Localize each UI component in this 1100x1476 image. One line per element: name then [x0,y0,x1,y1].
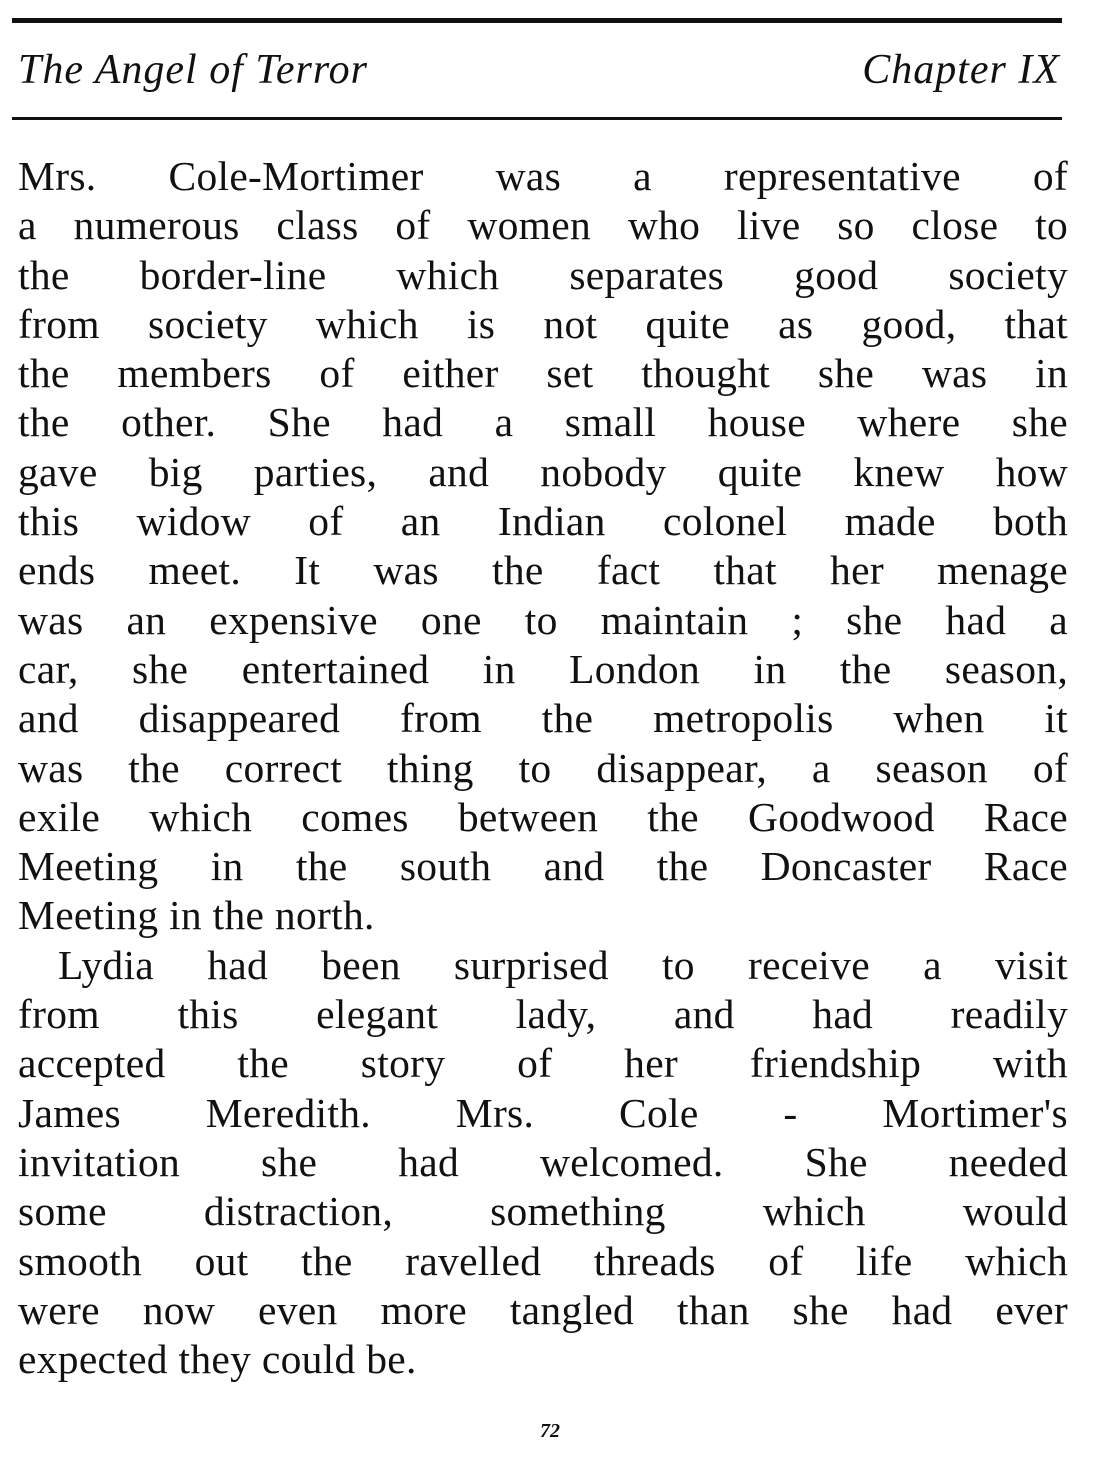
text-line: Lydia had been surprised to receive a visit [58,941,1068,988]
text-line: ends meet. It was the fact that her menage [18,547,1068,594]
running-head [18,40,1060,100]
text-line: expected they could be. [18,1336,417,1383]
text-line: some distraction, something which would [18,1188,1068,1235]
text-line: car, she entertained in London in the season, [18,645,1068,692]
text-line: a numerous class of women who live so close to [18,202,1068,249]
text-line: exile which comes between the Goodwood Race [18,793,1068,840]
text-line: was the correct thing to disappear, a season of [18,744,1068,791]
text-line: the border-line which separates good society [18,251,1068,298]
text-line: were now even more tangled than she had ever [18,1286,1068,1333]
text-line: from this elegant lady, and had readily [18,991,1068,1038]
header-bottom-rule [12,117,1062,120]
paragraph-1 [18,152,1068,941]
text-line: gave big parties, and nobody quite knew how [18,448,1068,495]
text-line: Meeting in the north. [18,892,375,939]
text-line: accepted the story of her friendship with [18,1040,1068,1087]
page-number: 72 [540,1420,560,1442]
text-line: and disappeared from the metropolis when it [18,695,1068,742]
text-line: invitation she had welcomed. She needed [18,1138,1068,1185]
text-line: this widow of an Indian colonel made both [18,498,1068,545]
text-line: James Meredith. Mrs. Cole - Mortimer's [18,1089,1068,1136]
header-top-rule [12,18,1062,23]
body-text [18,152,1068,1384]
paragraph-2 [18,941,1068,1385]
text-line: from society which is not quite as good, that [18,300,1068,347]
chapter-label: Chapter IX [862,47,1060,93]
text-line: Mrs. Cole-Mortimer was a representative of [18,153,1068,199]
text-line: was an expensive one to maintain ; she had a [18,596,1068,643]
text-line: Meeting in the south and the Doncaster Race [18,843,1068,890]
text-line: the other. She had a small house where she [18,399,1068,446]
text-line: the members of either set thought she was in [18,350,1068,397]
text-line: smooth out the ravelled threads of life which [18,1237,1068,1284]
book-title: The Angel of Terror [18,47,368,93]
